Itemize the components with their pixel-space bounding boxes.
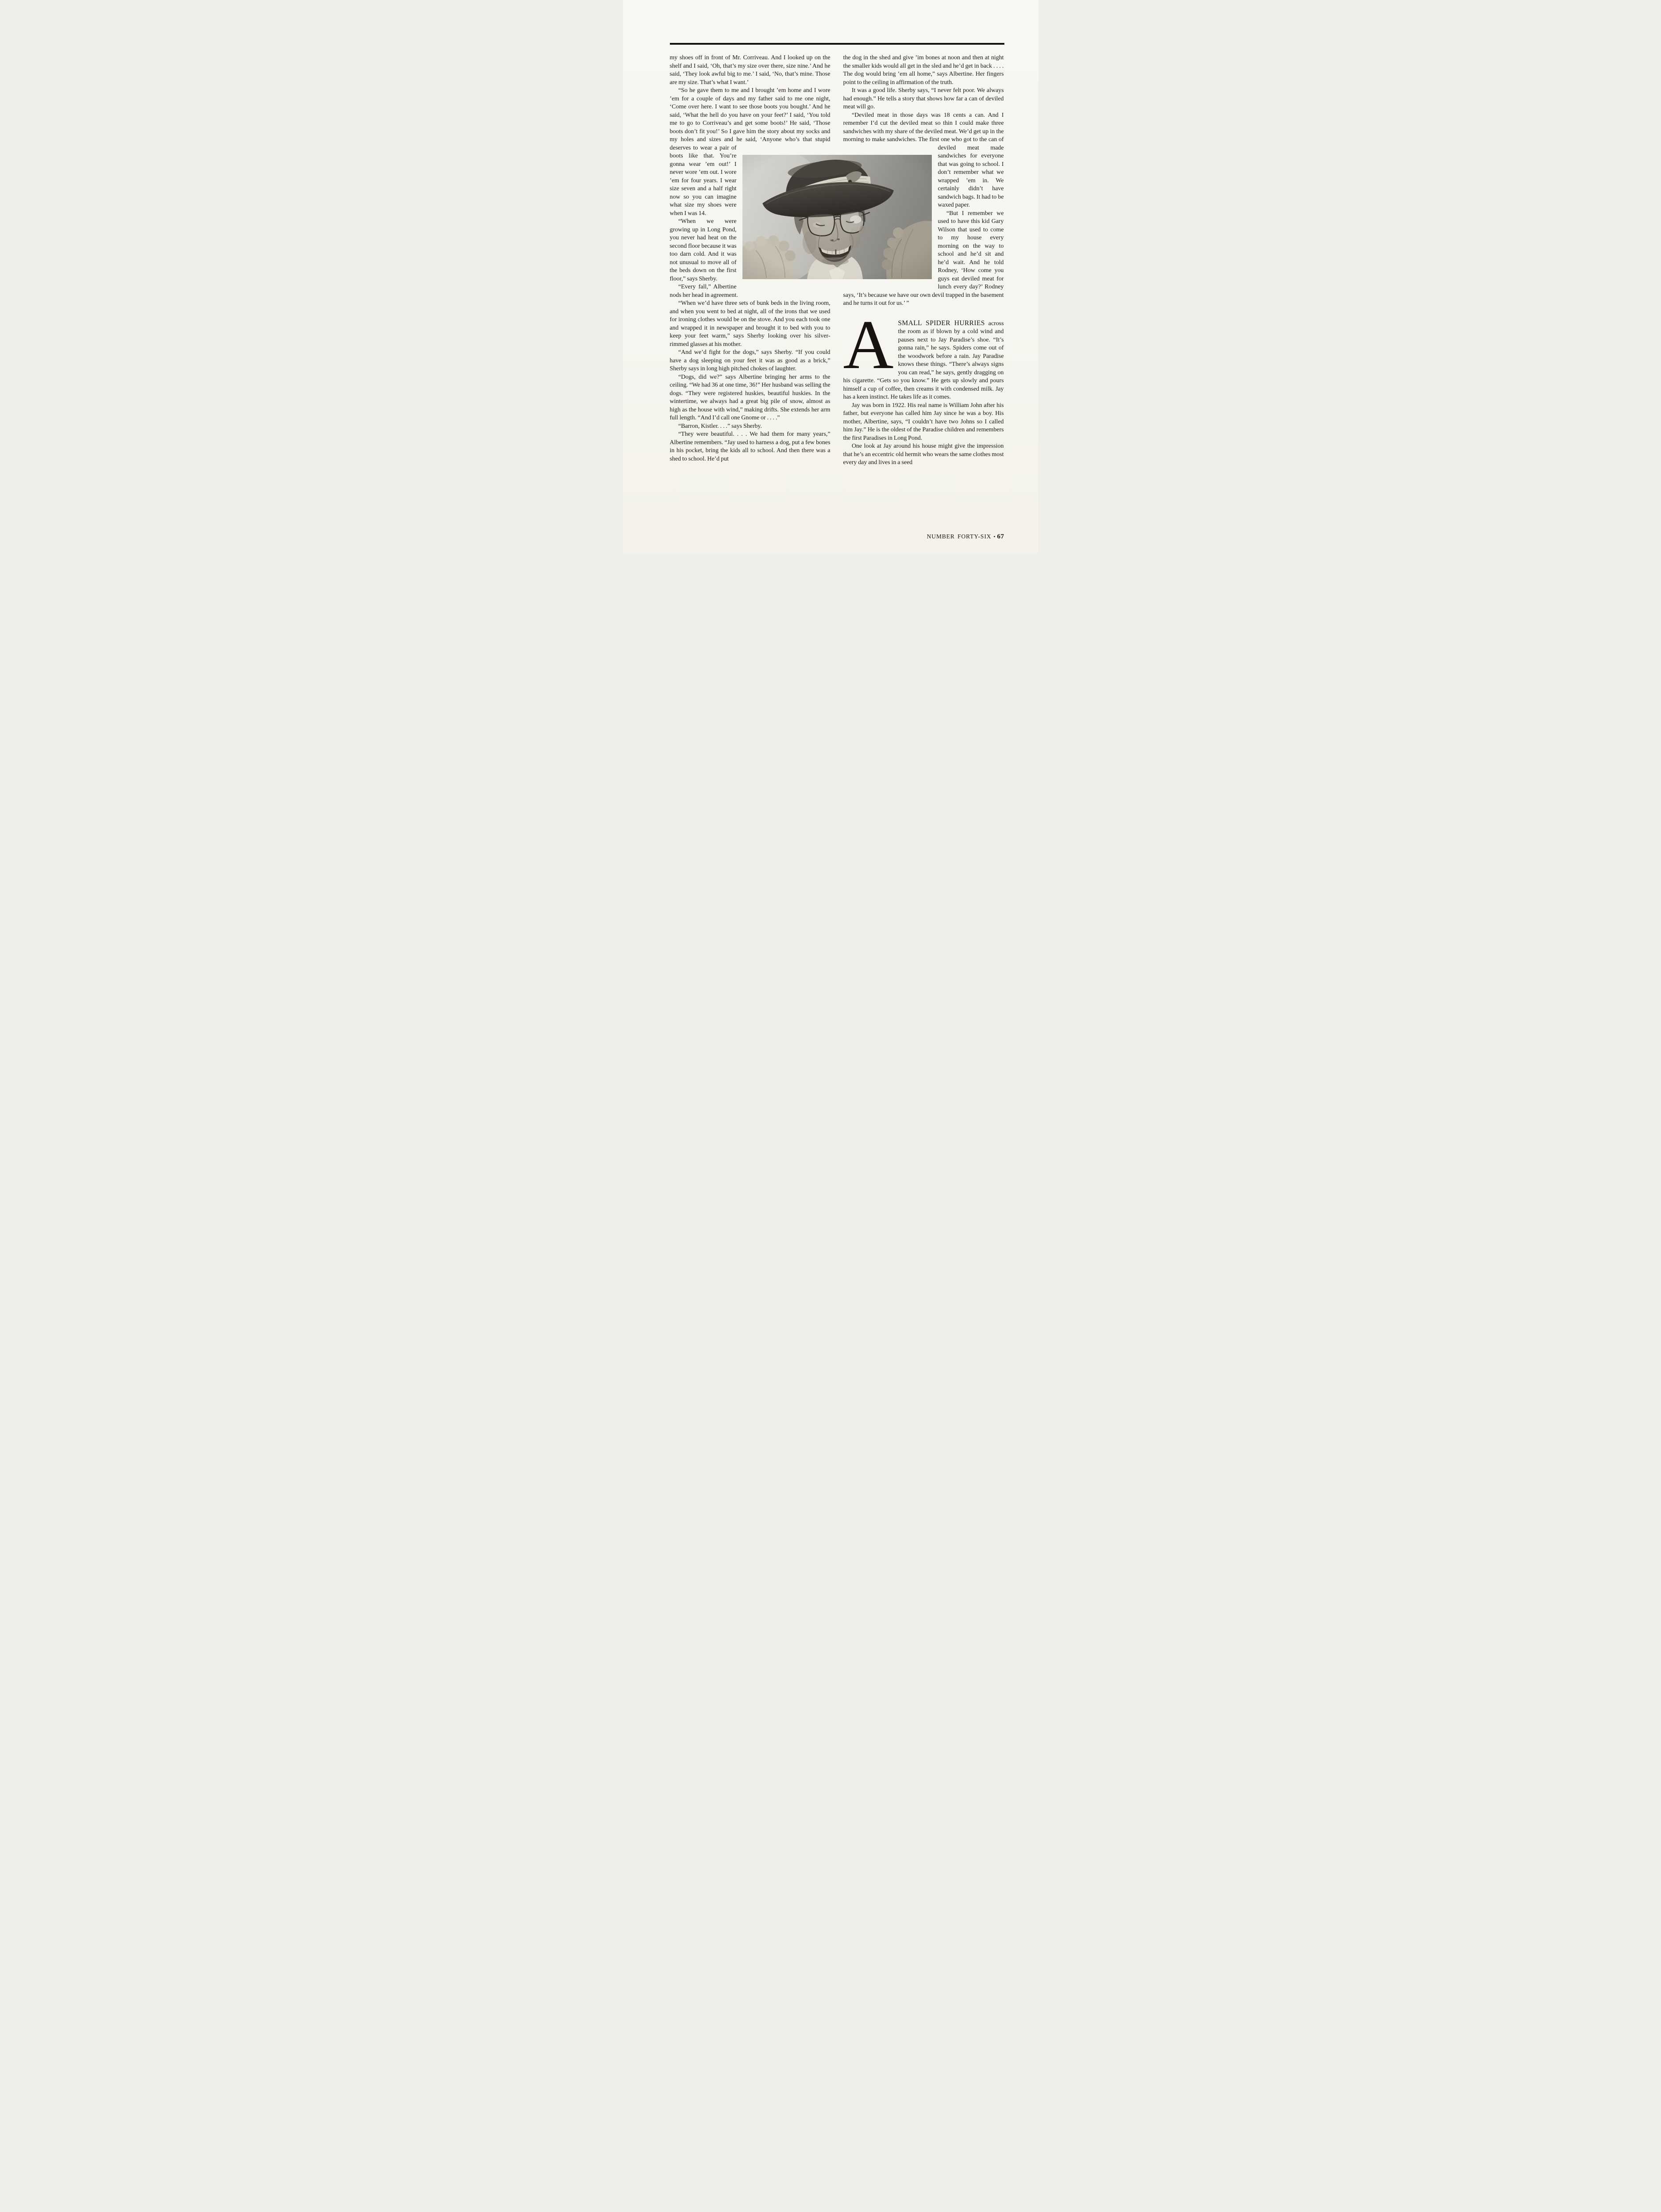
paragraph: “Barron, Kistler. . . .” says Sherby. [678,422,762,430]
paragraph: “When we’d have three sets of bunk beds in the living room, and when you went to bed at night, all of the irons that we used for ironing clothes would be on the stove. And you each took one and wrapped it in newspaper and brought it to bed with you to keep your feet warm,” says Sherby looking over his silver-rimmed glasses at his mother. [669,300,830,348]
top-rule [670,43,1004,45]
paragraph: It was a good life. Sherby says, “I never felt poor. We always had enough.” He tells a story that shows how far a can of deviled meat will go. [843,87,1004,110]
paragraph: “Every fall,” Albertine nods her head in agreement. [669,284,738,299]
paragraph: my shoes off in front of Mr. Corriveau. And I looked up on the shelf and I said, ‘Oh, that’s my size over there, size nine.’ And he said, ‘They look awful big to me.’ I said, ‘No, that’s mine. Those are my size. That’s what I want.’ [669,54,830,86]
paragraph: the dog in the shed and give ’im bones at noon and then at night the smaller kids would all get in the sled and he’d get in back . . . . The dog would bring ’em all home,” says Albertine. Her fingers point to the ceiling in affirmation of the truth. [843,54,1004,86]
drop-cap: A [843,306,894,384]
paragraph-text: across the room as if blown by a cold wind and pauses next to Jay Paradise’s shoe. “It’s gonna rain,” he says. Spiders come out of the woodwork before a rain. Jay Paradise knows these things. “There’s always signs you can read,” he says, gently dragging on his cigarette. “Gets so you know.” He gets up slowly and pours himself a cup of coffee, then creams it with condensed milk. Jay has a keen instinct. He takes life as it comes. [843,320,1004,400]
photo-illustration [742,155,932,279]
paragraph: “And we’d fight for the dogs,” says Sherby. “If you could have a dog sleeping on your feet it was as good as a brick,” Sherby says in long high pitched chokes of laughter. [669,349,830,372]
page-footer [927,533,1004,541]
paragraph: “When we were growing up in Long Pond, you never had heat on the second floor because it was too darn cold. And it was not unusual to move all of the beds down on the first floor,” says Sherby. [669,218,737,282]
paragraph: “So he gave them to me and I brought ’em home and I wore ’em for a couple of days and my father said to me one night, ‘Come over here. I want to see those boots you bought.’ And he said, ‘What the hell do you have on your feet?’ I said, ‘You told me to go to Corriveau’s and get some boots!’ He said, ‘Those boots don’t fit you!’ So I gave him the story about my socks and my holes and sizes and he said, ‘Anyone who’s that stupid deserves to wear a pair of boots like that. You’re gonna wear ’em out!’ I never wore ’em out. I wore ’em for four years. I wear size seven and a half right now so you can imagine what size my shoes were when I was 14. [669,87,830,217]
paragraph: Jay was born in 1922. His real name is William John after his father, but everyone has called him Jay since he was a boy. His mother, Albertine, says, “I couldn’t have two Johns so I called him Jay.” He is the oldest of the Paradise children and remembers the first Paradises in Long Pond. [843,402,1004,442]
section-opening-paragraph [843,306,1004,402]
paragraph: “They were beautiful. . . . We had them for many years,” Albertine remembers. “Jay used to harness a dog, put a few bones in his pocket, bring the kids all to school. And then there was a shed to school. He’d put [669,431,830,462]
issue-label: NUMBER FORTY-SIX [927,533,992,540]
paragraph: One look at Jay around his house might give the impression that he’s an eccentric old hermit who wears the same clothes most every day and lives in a seed [843,443,1004,466]
magazine-page [623,0,1038,553]
page-number: 67 [997,533,1004,540]
bullet-separator: • [993,534,996,540]
lead-in-caps: SMALL SPIDER HURRIES [898,319,985,327]
paragraph: “But I remember we used to have this kid Gary Wilson that used to come to my house every morning on the way to school and he’d sit and he’d wait. And he told Rodney, ‘How come you guys eat deviled meat for lunch every day?’ Rodney says, ‘It’s because we have our own devil trapped in the basement and he turns it out for us.’ ” [843,210,1004,307]
paragraph: “Deviled meat in those days was 18 cents a can. And I remember I’d cut the deviled meat so thin I could make three sandwiches with my share of the deviled meat. We’d get up in the morning to make sandwiches. The first one who got to the can of deviled meat made sandwiches for everyone that was going to school. I don’t remember what we wrapped ’em in. We certainly didn’t have sandwich bags. It had to be waxed paper. [843,111,1004,208]
paragraph: “Dogs, did we?” says Albertine bringing her arms to the ceiling. “We had 36 at one time, 36!” Her husband was selling the dogs. “They were registered huskies, beautiful huskies. In the wintertime, we always had a great big pile of snow, almost as high as the house with wind,” making drifts. She extends her arm full length. “And I’d call one Gnome or . . . .” [669,373,830,421]
photo-jay-paradise [742,155,932,279]
